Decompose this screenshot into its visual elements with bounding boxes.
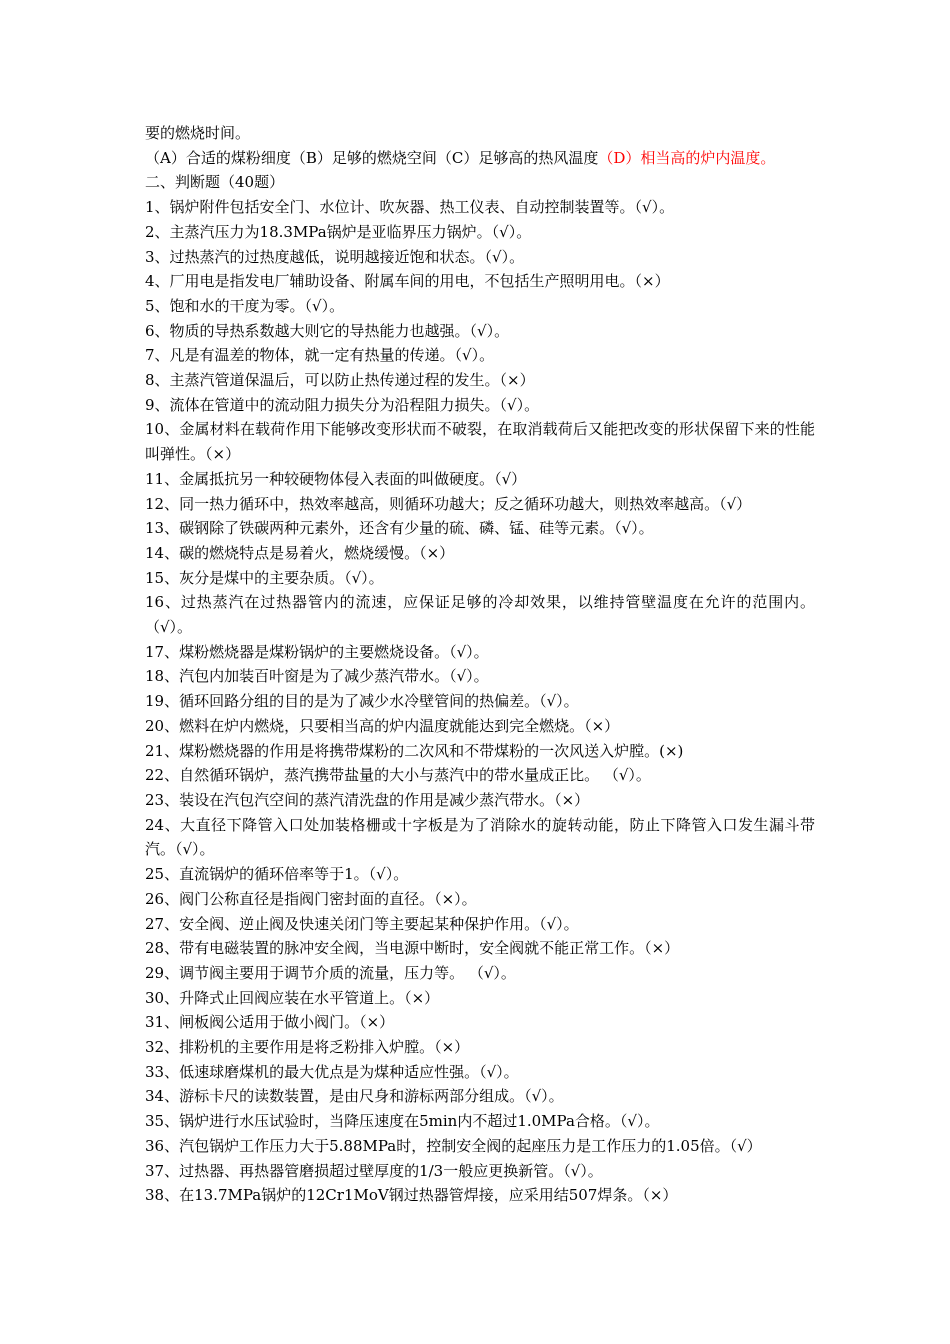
question-item: 4、厂用电是指发电厂辅助设备、附属车间的用电，不包括生产照明用电。（×） [145, 272, 670, 291]
question-item: 24、大直径下降管入口处加装格栅或十字板是为了消除水的旋转动能，防止下降管入口发生漏斗带汽。（√）。 [145, 815, 815, 859]
question-item: 23、装设在汽包汽空间的蒸汽清洗盘的作用是减少蒸汽带水。（×） [145, 790, 590, 809]
question-item: 16、过热蒸汽在过热器管内的流速，应保证足够的冷却效果，以维持管壁温度在允许的范围内。（√）。 [145, 593, 815, 637]
section-title: 二、判断题（40题） [145, 173, 285, 192]
question-item: 22、自然循环锅炉，蒸汽携带盐量的大小与蒸汽中的带水量成正比。 （√）。 [145, 766, 651, 785]
question-item: 13、碳钢除了铁碳两种元素外，还含有少量的硫、磷、锰、硅等元素。（√）。 [145, 519, 654, 538]
question-item: 18、汽包内加装百叶窗是为了减少蒸汽带水。（√）。 [145, 667, 489, 686]
question-item: 7、凡是有温差的物体，就一定有热量的传递。（√）。 [145, 346, 495, 365]
question-item: 30、升降式止回阀应装在水平管道上。（×） [145, 988, 440, 1007]
question-item: 12、同一热力循环中，热效率越高，则循环功越大；反之循环功越大，则热效率越高。（√） [145, 494, 752, 513]
question-item: 33、低速球磨煤机的最大优点是为煤种适应性强。（√）。 [145, 1062, 519, 1081]
question-item: 5、饱和水的干度为零。（√）。 [145, 296, 345, 315]
options-abc: （A）合适的煤粉细度（B）足够的燃烧空间（C）足够高的热风温度 [145, 148, 599, 167]
question-list [145, 195, 815, 1208]
option-d-answer: （D）相当高的炉内温度。 [598, 148, 776, 167]
question-item: 9、流体在管道中的流动阻力损失分为沿程阻力损失。（√）。 [145, 395, 540, 414]
question-item: 36、汽包锅炉工作压力大于5.88MPa时，控制安全阀的起座压力是工作压力的1.05倍。（√） [145, 1136, 762, 1155]
question-item: 10、金属材料在载荷作用下能够改变形状而不破裂，在取消载荷后又能把改变的形状保留下来的性能叫弹性。（×） [145, 420, 815, 464]
question-item: 31、闸板阀公适用于做小阀门。（×） [145, 1013, 395, 1032]
question-item: 37、过热器、再热器管磨损超过壁厚度的1/3一般应更换新管。（√）。 [145, 1161, 603, 1180]
question-item: 11、金属抵抗另一种较硬物体侵入表面的叫做硬度。（√） [145, 469, 527, 488]
question-item: 2、主蒸汽压力为18.3MPa锅炉是亚临界压力锅炉。（√）。 [145, 222, 532, 241]
question-item: 14、碳的燃烧特点是易着火，燃烧缓慢。（×） [145, 543, 455, 562]
question-item: 15、灰分是煤中的主要杂质。（√）。 [145, 568, 384, 587]
prev-question-options [145, 146, 815, 171]
question-item: 21、煤粉燃烧器的作用是将携带煤粉的二次风和不带煤粉的一次风送入炉膛。(×) [145, 741, 684, 760]
prev-question-tail: 要的燃烧时间。 [145, 124, 251, 142]
question-item: 27、安全阀、逆止阀及快速关闭门等主要起某种保护作用。（√）。 [145, 914, 579, 933]
question-item: 17、煤粉燃烧器是煤粉锅炉的主要燃烧设备。（√）。 [145, 642, 489, 661]
question-item: 35、锅炉进行水压试验时，当降压速度在5min内不超过1.0MPa合格。（√）。 [145, 1112, 660, 1131]
question-item: 32、排粉机的主要作用是将乏粉排入炉膛。（×） [145, 1038, 470, 1057]
question-item: 19、循环回路分组的目的是为了减少水冷壁管间的热偏差。（√）。 [145, 692, 579, 711]
question-item: 29、调节阀主要用于调节介质的流量，压力等。 （√）。 [145, 963, 516, 982]
question-item: 38、在13.7MPa锅炉的12Cr1MoV钢过热器管焊接，应采用结507焊条。（×） [145, 1186, 678, 1205]
question-item: 20、燃料在炉内燃烧，只要相当高的炉内温度就能达到完全燃烧。（×） [145, 716, 620, 735]
question-item: 3、过热蒸汽的过热度越低，说明越接近饱和状态。（√）。 [145, 247, 525, 266]
question-item: 8、主蒸汽管道保温后，可以防止热传递过程的发生。（×） [145, 371, 535, 390]
question-item: 26、阀门公称直径是指阀门密封面的直径。（×）。 [145, 889, 477, 908]
question-item: 28、带有电磁装置的脉冲安全阀，当电源中断时，安全阀就不能正常工作。（×） [145, 939, 680, 958]
question-item: 25、直流锅炉的循环倍率等于1。（√）。 [145, 865, 409, 884]
question-item: 1、锅炉附件包括安全门、水位计、吹灰器、热工仪表、自动控制装置等。（√）。 [145, 198, 675, 217]
document-page [145, 121, 815, 1208]
question-item: 34、游标卡尺的读数装置，是由尺身和游标两部分组成。（√）。 [145, 1087, 564, 1106]
question-item: 6、物质的导热系数越大则它的导热能力也越强。（√）。 [145, 321, 510, 340]
